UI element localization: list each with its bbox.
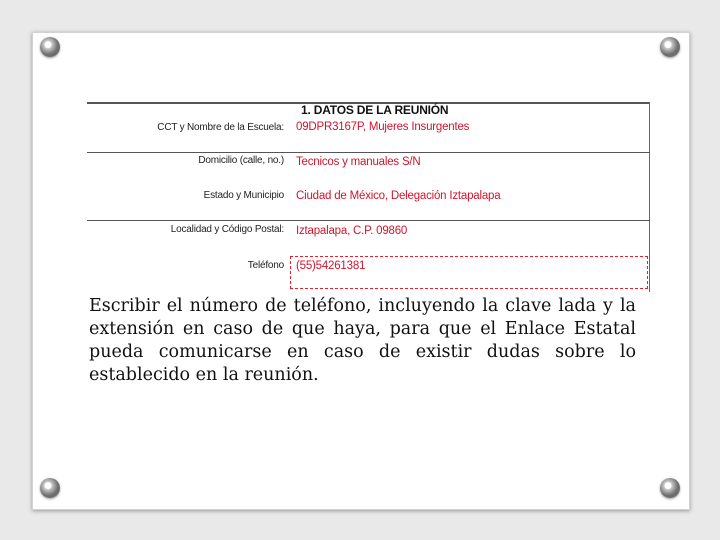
row-divider [87,152,650,153]
school-value: 09DPR3167P, Mujeres Insurgentes [296,121,470,133]
phone-label: Teléfono [247,260,284,271]
address-label: Domicilio (calle, no.) [198,155,284,166]
pin-top-left-icon [40,37,60,57]
state-value: Ciudad de México, Delegación Iztapalapa [296,190,501,202]
form-heading: 1. DATOS DE LA REUNIÓN [301,103,449,117]
state-label: Estado y Municipio [203,190,284,201]
form-right-border [649,102,650,292]
pin-bottom-right-icon [660,478,680,498]
locality-label: Localidad y Código Postal: [170,224,284,235]
address-value: Tecnicos y manuales S/N [296,156,421,168]
phone-highlight-box [290,256,648,289]
phone-value: (55)54261381 [296,260,366,272]
locality-value: Iztapalapa, C.P. 09860 [296,225,408,237]
school-label: CCT y Nombre de la Escuela: [157,122,284,133]
meeting-data-form-image [87,102,650,292]
instruction-text: Escribir el número de teléfono, incluyendo la clave lada y la extensión en caso de que haya, para que el Enlace Estatal pueda comunicarse en caso de existir dudas sobre lo establecido en la reunión. [89,296,636,385]
row-divider [87,220,650,221]
pin-bottom-left-icon [40,478,60,498]
pin-top-right-icon [660,37,680,57]
